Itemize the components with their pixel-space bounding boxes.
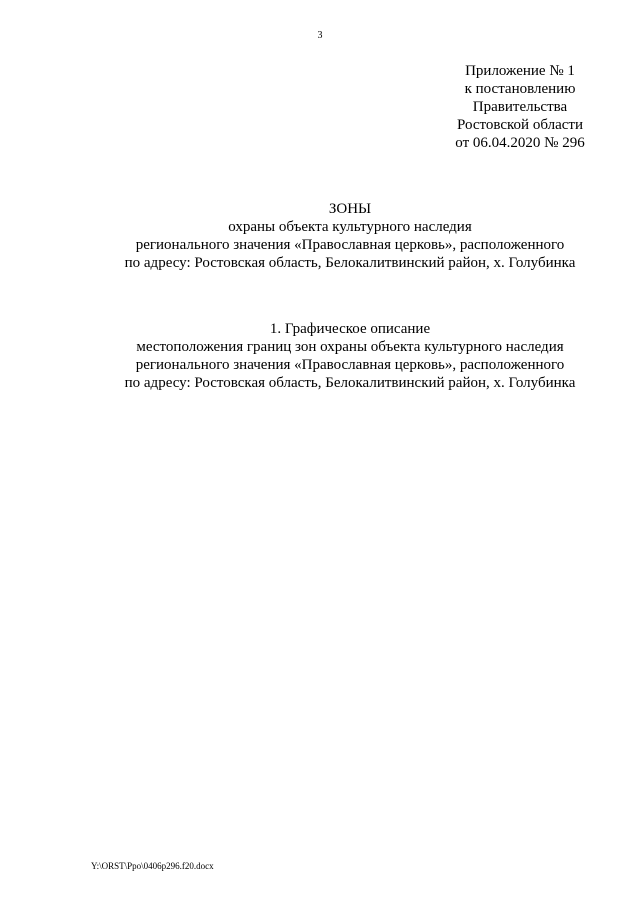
section-line: местоположения границ зон охраны объекта культурного наследия (136, 339, 564, 355)
title-line: охраны объекта культурного наследия (228, 219, 472, 235)
page-number: 3 (317, 30, 323, 41)
footer-file-path: Y:\ORST\Ppo\0406p296.f20.docx (91, 861, 214, 871)
appendix-line: Ростовской области (457, 117, 583, 133)
section-line: регионального значения «Православная церковь», расположенного (135, 357, 565, 373)
section-heading: 1. Графическое описание (269, 321, 431, 337)
document-title (0, 200, 640, 272)
appendix-line: от 06.04.2020 № 296 (455, 135, 585, 151)
title-line: регионального значения «Православная церковь», расположенного (135, 237, 565, 253)
appendix-line: Приложение № 1 (465, 63, 575, 79)
section-heading-block (0, 320, 640, 392)
section-line: по адресу: Ростовская область, Белокалитвинский район, х. Голубинка (124, 375, 576, 391)
appendix-line: к постановлению (464, 81, 576, 97)
appendix-reference (430, 62, 610, 152)
title-heading: ЗОНЫ (328, 201, 372, 217)
title-line: по адресу: Ростовская область, Белокалитвинский район, х. Голубинка (124, 255, 576, 271)
appendix-line: Правительства (472, 99, 568, 115)
